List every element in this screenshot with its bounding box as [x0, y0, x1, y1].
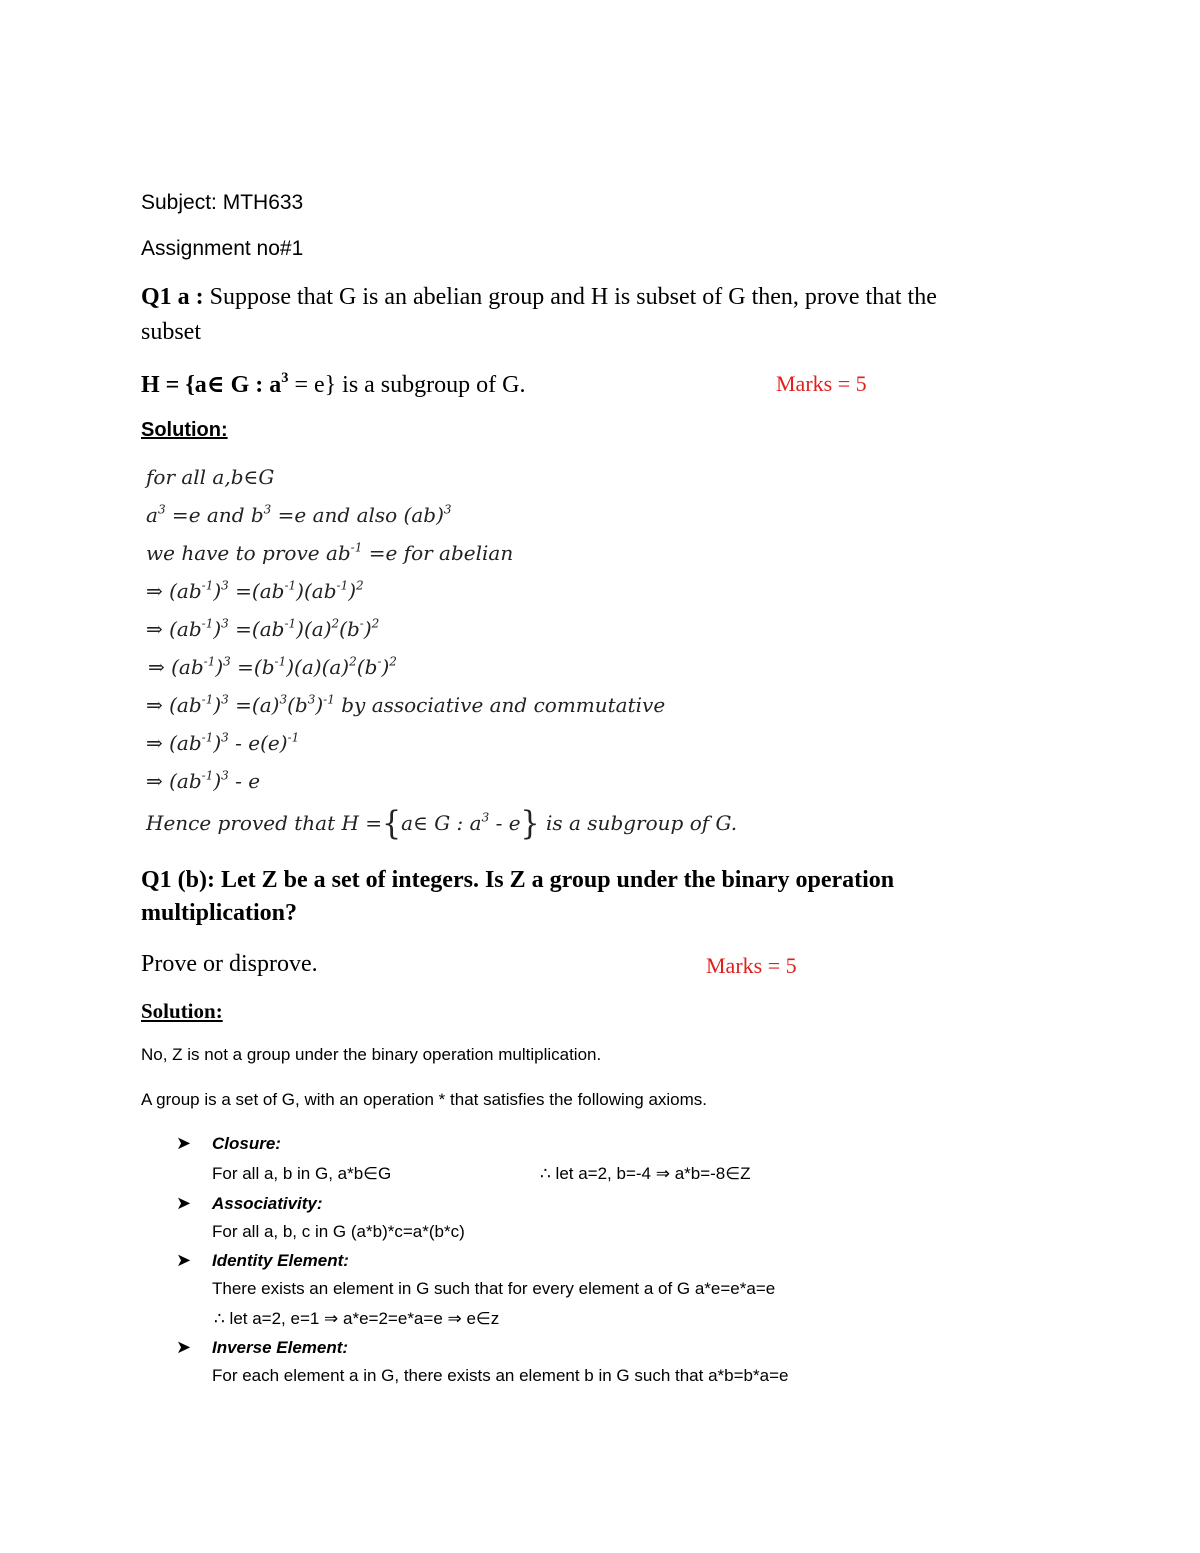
q1b-solution-heading: Solution: [141, 999, 223, 1023]
axiom-associativity-title: Associativity: [212, 1194, 323, 1213]
axiom-identity-text: There exists an element in G such that for every element a of G a*e=e*a=e [212, 1279, 776, 1298]
q1b-text-line2: multiplication? [141, 900, 298, 926]
q1a-question-line1 [141, 284, 937, 311]
axiom-inverse-text: For each element a in G, there exists an element b in G such that a*b=b*a=e [212, 1366, 789, 1385]
arrow-bullet-icon: ➤ [176, 1133, 192, 1153]
q1a-text-line2: subset [141, 319, 201, 345]
left-brace: { [382, 804, 402, 843]
q1b-text-line3: Prove or disprove. [141, 951, 318, 977]
axiom-closure-example: ∴ let a=2, b=-4 ⇒ a*b=-8∈Z [540, 1164, 751, 1183]
assignment-line: Assignment no#1 [141, 237, 304, 260]
proof-line-2: $a^3 =e$ and $b^3 =e$ and also (ab)$^3$ [146, 502, 452, 527]
q1b-text-line1: Let Z be a set of integers. Is Z a group under the binary operation [215, 867, 895, 893]
axiom-inverse-title: Inverse Element: [212, 1338, 349, 1357]
proof-line-7: ⇒ $(ab^{-1})^3 =(a)^3(b^3)^{-1}$ by associative and commutative [146, 692, 666, 717]
q1b-marks: Marks = 5 [706, 953, 797, 978]
proof-line-8: ⇒ $(ab^{-1})^3 - e(e)^{-1}$ [146, 730, 300, 755]
subject-line: Subject: MTH633 [141, 191, 304, 214]
q1b-label: Q1 (b): [141, 867, 215, 893]
axiom-identity-title: Identity Element: [212, 1251, 349, 1270]
q1b-question-line1 [141, 867, 894, 894]
q1b-answer: No, Z is not a group under the binary operation multiplication. [141, 1045, 602, 1064]
proof-line-4: ⇒ $(ab^{-1})^3 =(ab^{-1})(ab^{-1})^2$ [146, 578, 364, 603]
arrow-bullet-icon: ➤ [176, 1250, 192, 1270]
axiom-closure-text: For all a, b in G, a*b∈G [212, 1164, 392, 1183]
axiom-associativity-text: For all a, b, c in G (a*b)*c=a*(b*c) [212, 1222, 465, 1241]
proof-line-9: ⇒ $(ab^{-1})^3$ - e [146, 768, 261, 793]
arrow-bullet-icon: ➤ [176, 1337, 192, 1357]
q1b-group-definition: A group is a set of G, with an operation * that satisfies the following axioms. [141, 1090, 708, 1109]
arrow-bullet-icon: ➤ [176, 1193, 192, 1213]
q1a-label: Q1 a : [141, 284, 204, 310]
proof-line-1: for all a,b∈G [146, 465, 275, 489]
axiom-closure-title: Closure: [212, 1134, 281, 1153]
proof-line-6: ⇒ $(ab^{-1})^3 =(b^{-1})(a)(a)^2(b^-)^2$ [148, 654, 397, 679]
proof-conclusion: Hence proved that H ={a∈ G : $a^3 - e$} is a subgroup of G. [146, 804, 738, 843]
proof-line-3: we have to prove $ab^{-1} =e$ for abelian [146, 540, 514, 565]
q1a-marks: Marks = 5 [776, 371, 867, 396]
axiom-identity-example: ∴ let a=2, e=1 ⇒ a*e=2=e*a=e ⇒ e∈z [214, 1309, 500, 1328]
q1a-text-line1: Suppose that G is an abelian group and H is subset of G then, prove that the [209, 284, 937, 310]
q1a-solution-heading: Solution: [141, 419, 228, 441]
proof-line-5: ⇒ $(ab^{-1})^3 =(ab^{-1})(a)^2(b^-)^2$ [146, 616, 380, 641]
q1a-set-definition: H = {a∈ G : $a^3 = e$} is a subgroup of G. [141, 369, 526, 398]
right-brace: } [520, 804, 540, 843]
